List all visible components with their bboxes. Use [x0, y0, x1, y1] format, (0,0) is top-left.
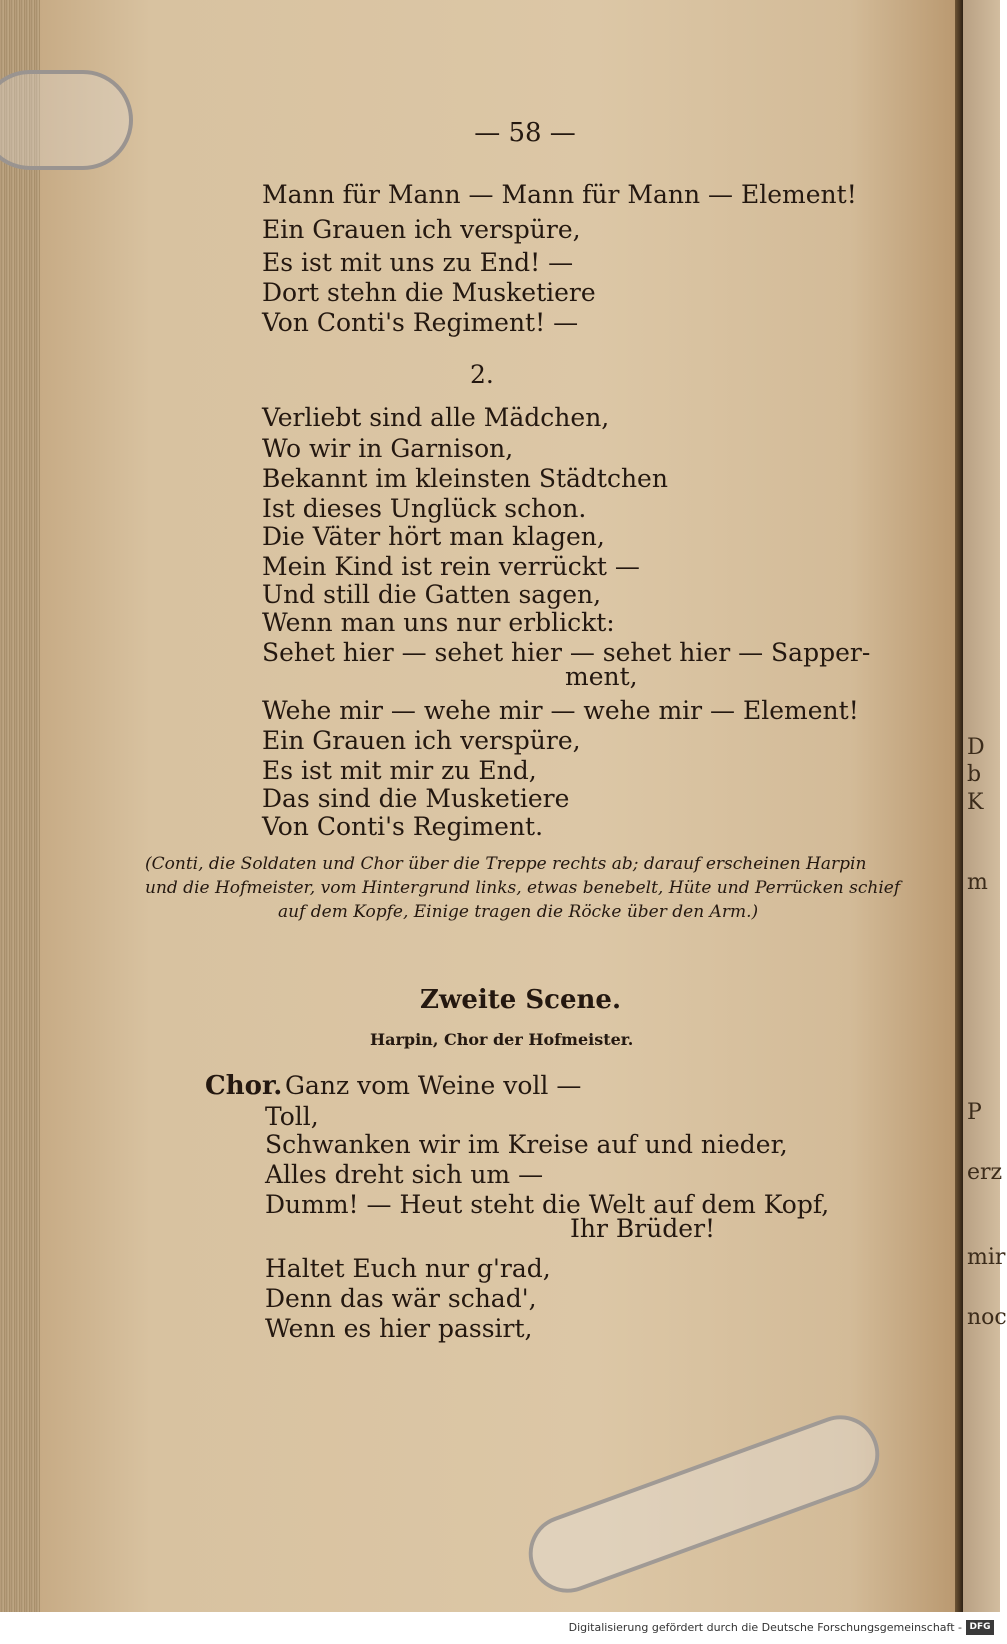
verse-line: Alles dreht sich um —: [265, 1160, 544, 1189]
verse-line: Wo wir in Garnison,: [262, 434, 514, 463]
scene-title: Zweite Scene.: [420, 985, 622, 1015]
footer-bar: [0, 1612, 1000, 1644]
verse-line: Wehe mir — wehe mir — wehe mir — Element!: [262, 696, 859, 725]
next-page-fragment: b: [967, 762, 982, 787]
verse-line: Verliebt sind alle Mädchen,: [262, 403, 610, 432]
next-page-fragment: erz: [967, 1160, 1003, 1185]
verse-line: Mann für Mann — Mann für Mann — Element!: [262, 180, 857, 209]
verse-line: Haltet Euch nur g'rad,: [265, 1254, 551, 1283]
dfg-logo: DFG: [966, 1620, 994, 1635]
verse-line: Das sind die Musketiere: [262, 784, 570, 813]
next-page-fragment: m: [967, 870, 988, 895]
verse-line: Denn das wär schad',: [265, 1284, 537, 1313]
stage-direction: auf dem Kopfe, Einige tragen die Röcke über den Arm.): [278, 902, 759, 922]
verse-number: 2.: [470, 360, 494, 389]
verse-line: Wenn es hier passirt,: [265, 1314, 533, 1343]
verse-line: ment,: [565, 662, 638, 691]
book-gutter: [955, 0, 963, 1612]
verse-line: Dort stehn die Musketiere: [262, 278, 596, 307]
stage-direction: und die Hofmeister, vom Hintergrund links, etwas benebelt, Hüte und Perrücken schief: [145, 878, 901, 898]
verse-line: Wenn man uns nur erblickt:: [262, 608, 615, 637]
verse-line: Von Conti's Regiment.: [262, 812, 544, 841]
verse-line: Ganz vom Weine voll —: [285, 1071, 582, 1100]
page-number: — 58 —: [474, 118, 576, 148]
verse-line: Dumm! — Heut steht die Welt auf dem Kopf,: [265, 1190, 830, 1219]
verse-line: Ihr Brüder!: [570, 1214, 716, 1243]
verse-line: Ein Grauen ich verspüre,: [262, 215, 581, 244]
verse-line: Bekannt im kleinsten Städtchen: [262, 464, 668, 493]
cast-list: Harpin, Chor der Hofmeister.: [370, 1030, 634, 1049]
next-page-fragment: K: [967, 790, 984, 815]
verse-line: Und still die Gatten sagen,: [262, 580, 602, 609]
next-page-fragment: mir: [967, 1245, 1006, 1270]
next-page-fragment: noc: [967, 1305, 1007, 1330]
verse-line: Es ist mit uns zu End! —: [262, 248, 574, 277]
verse-line: Mein Kind ist rein verrückt —: [262, 552, 640, 581]
funding-credit: Digitalisierung gefördert durch die Deutsche Forschungsgemeinschaft -: [568, 1621, 962, 1634]
verse-line: Ist dieses Unglück schon.: [262, 494, 587, 523]
speaker-name: Chor.: [205, 1071, 283, 1101]
verse-line: Toll,: [265, 1102, 319, 1131]
verse-line: Von Conti's Regiment! —: [262, 308, 579, 337]
clip-icon: [0, 70, 133, 170]
verse-line: Sehet hier — sehet hier — sehet hier — Sapper-: [262, 638, 871, 667]
next-page-edge: [963, 0, 1007, 1612]
next-page-fragment: D: [967, 735, 985, 760]
next-page-fragment: P: [967, 1100, 982, 1125]
page-stack-edge: [0, 0, 40, 1612]
stage-direction: (Conti, die Soldaten und Chor über die Treppe rechts ab; darauf erscheinen Harpin: [145, 854, 867, 874]
verse-line: Ein Grauen ich verspüre,: [262, 726, 581, 755]
verse-line: Es ist mit mir zu End,: [262, 756, 537, 785]
verse-line: Schwanken wir im Kreise auf und nieder,: [265, 1130, 788, 1159]
verse-line: Die Väter hört man klagen,: [262, 522, 605, 551]
